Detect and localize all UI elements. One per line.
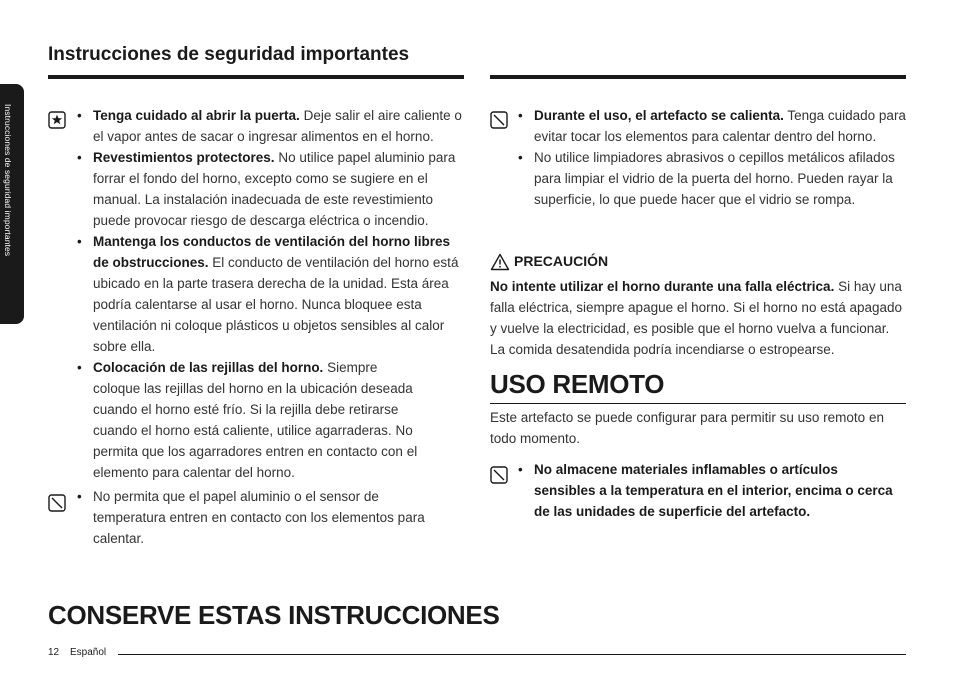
star-box-icon bbox=[48, 111, 66, 129]
left-header-rule bbox=[48, 75, 464, 79]
warning-triangle-icon bbox=[490, 253, 510, 271]
caution-title: PRECAUCIÓN bbox=[514, 253, 609, 269]
list-item: • No utilice limpiadores abrasivos o cepillos metálicos afilados para limpiar el vidrio de la puerta del horno. Pueden rayar la superficie, lo que puede hacer que el vidrio se rompa. bbox=[516, 147, 906, 210]
footer-language: Español bbox=[70, 647, 107, 658]
section-title: Instrucciones de seguridad importantes bbox=[48, 44, 410, 65]
caution-text: No intente utilizar el horno durante una falla eléctrica. Si hay una falla eléctrica, siempre apague el horno. Si el horno no está apagado y vuelve la electricidad, es posible que el horno vuelva a funcionar. La comida desatendida podría incendiarse o estropearse. bbox=[490, 279, 903, 357]
page-number: 12 bbox=[48, 647, 60, 658]
footer-rule bbox=[118, 654, 906, 655]
remote-intro: Este artefacto se puede configurar para permitir su uso remoto en todo momento. bbox=[490, 410, 884, 446]
side-tab bbox=[0, 84, 24, 324]
caution-block bbox=[490, 251, 906, 360]
prohibit-icon bbox=[48, 494, 66, 512]
list-item: • No almacene materiales inflamables o artículos sensibles a la temperatura en el interior, encima o cerca de las unidades de superficie del artefacto. bbox=[516, 459, 896, 522]
list-item: • Colocación de las rejillas del horno. Siempre coloque las rejillas del horno en la ubicación deseada cuando el horno esté frío. Si la rejilla debe retirarse cuando el horno está caliente, utilice agarraderas. No permita que los agarradores entren en contacto con el elemento para calentar del horno. bbox=[75, 357, 465, 483]
remote-list bbox=[516, 459, 896, 522]
side-tab-label: Instrucciones de seguridad importantes bbox=[3, 104, 13, 257]
list-item: • Revestimientos protectores. No utilice papel aluminio para forrar el fondo del horno, excepto como se sugiere en el manual. La instalación inadecuada de este revestimiento puede provocar riesgo de descarga eléctrica o incendio. bbox=[75, 147, 465, 231]
prohibit-icon bbox=[490, 111, 508, 129]
list-item: • Mantenga los conductos de ventilación del horno libres de obstrucciones. El conducto de ventilación del horno está ubicado en la parte trasera derecha de la unidad. Esta área podría calentarse al usar el horno. Nunca bloquee esta ventilación ni coloque plásticos u objetos sensibles al calor sobre ella. bbox=[75, 231, 465, 357]
left-prohibit-block bbox=[75, 486, 465, 549]
list-item: • No permita que el papel aluminio o el sensor de temperatura entren en contacto con los elementos para calentar. bbox=[75, 486, 465, 549]
list-item: • Tenga cuidado al abrir la puerta. Deje salir el aire caliente o el vapor antes de sacar o ingresar alimentos en el horno. bbox=[75, 105, 465, 147]
prohibit-icon bbox=[490, 466, 508, 484]
left-column bbox=[75, 105, 465, 483]
remote-heading-rule bbox=[490, 403, 906, 404]
remote-heading: USO REMOTO bbox=[490, 369, 665, 399]
right-header-rule bbox=[490, 75, 906, 79]
list-item: • Durante el uso, el artefacto se calienta. Tenga cuidado para evitar tocar los elementos para calentar dentro del horno. bbox=[516, 105, 906, 147]
conserve-heading: CONSERVE ESTAS INSTRUCCIONES bbox=[48, 600, 500, 630]
right-column bbox=[516, 105, 906, 210]
